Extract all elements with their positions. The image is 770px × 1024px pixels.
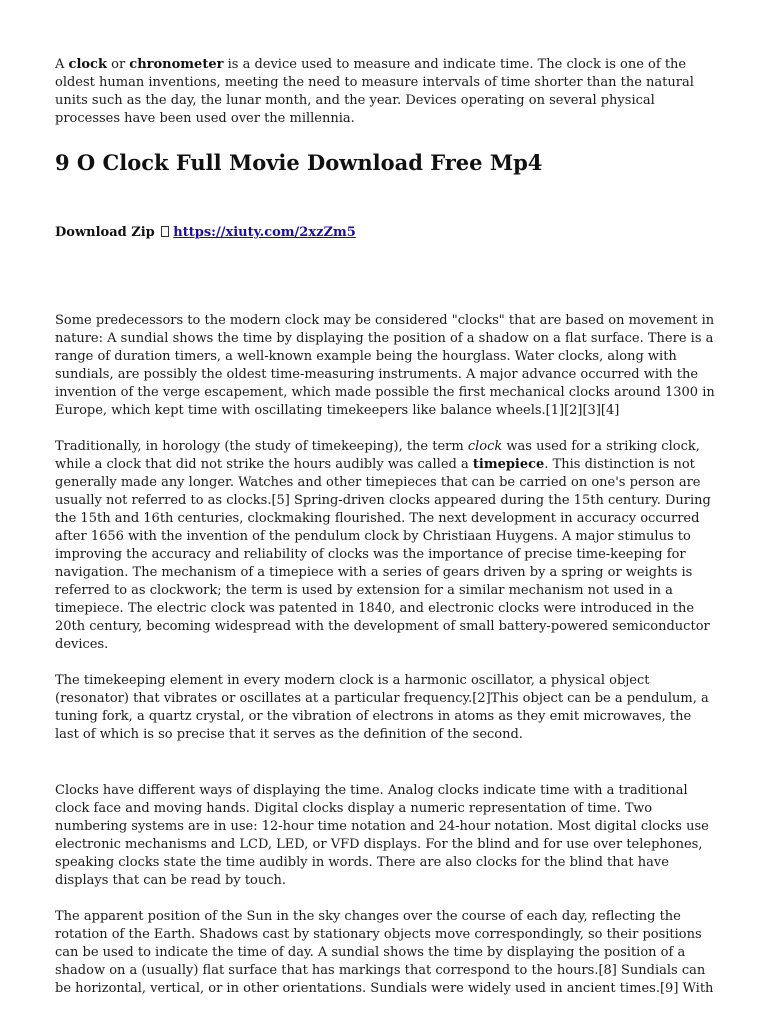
page-title: 9 O Clock Full Movie Download Free Mp4 <box>55 150 543 175</box>
download-label: Download Zip <box>55 225 155 240</box>
p2-text-c: . This distinction is not generally made any longer. Watches and other timepieces that can be carried on one's person are usually not referred to as clocks.[5] Spring-driven clocks appeared during the 15th century. During the 15th and 16th centuries, clockmaking flourished. The next development in accuracy occurred after 1656 with the invention of the pendulum clock by Christiaan Huygens. A major stimulus to improving the accuracy and reliability of clocks was the importance of precise time-keeping for navigation. The mechanism of a timepiece with a series of gears driven by a spring or weights is referred to as clockwork; the term is used by extension for a similar mechanism not used in a timepiece. The electric clock was patented in 1840, and electronic clocks were introduced in the 20th century, becoming widespread with the development of small battery-powered semiconductor devices. <box>55 457 711 652</box>
missing-glyph-icon <box>161 226 169 237</box>
body-paragraph-3: The timekeeping element in every modern clock is a harmonic oscillator, a physical object (resonator) that vibrates or oscillates at a particular frequency.[2]This object can be a pendulum, a tuning fork, a quartz crystal, or the vibration of electrons in atoms as they emit microwaves, the last of which is so precise that it serves as the definition of the second. <box>55 673 709 742</box>
download-link[interactable]: https://xiuty.com/2xzZm5 <box>173 225 356 240</box>
body-paragraph-1: Some predecessors to the modern clock may be considered "clocks" that are based on movement in nature: A sundial shows the time by displaying the position of a shadow on a flat surface. There is a range of duration timers, a well-known example being the hourglass. Water clocks, along with sundials, are possibly the oldest time-measuring instruments. A major advance occurred with the invention of the verge escapement, which made possible the first mechanical clocks around 1300 in Europe, which kept time with oscillating timekeepers like balance wheels.[1][2][3][4] <box>55 313 715 418</box>
body-paragraph-4: Clocks have different ways of displaying the time. Analog clocks indicate time with a traditional clock face and moving hands. Digital clocks display a numeric representation of time. Two numbering systems are in use: 12-hour time notation and 24-hour notation. Most digital clocks use electronic mechanisms and LCD, LED, or VFD displays. For the blind and for use over telephones, speaking clocks state the time audibly in words. There are also clocks for the blind that have displays that can be read by touch. <box>55 783 709 888</box>
p2-text-b: was used for a striking clock, while a clock that did not strike the hours audibly was called a <box>55 439 700 472</box>
intro-term-chronometer: chronometer <box>129 57 224 72</box>
intro-term-clock: clock <box>68 57 107 72</box>
document-page <box>55 56 715 998</box>
p2-term-clock: clock <box>467 439 503 454</box>
download-line <box>55 224 715 242</box>
p2-term-timepiece: timepiece <box>472 457 545 472</box>
p2-text-a: Traditionally, in horology (the study of timekeeping), the term <box>55 439 468 454</box>
intro-text-3: is a device used to measure and indicate time. The clock is one of the oldest human inventions, meeting the need to measure intervals of time shorter than the natural units such as the day, the lunar month, and the year. Devices operating on several physical processes have been used over the millennia. <box>55 57 694 126</box>
body-paragraph-5: The apparent position of the Sun in the sky changes over the course of each day, reflecting the rotation of the Earth. Shadows cast by stationary objects move correspondingly, so their positions can be used to indicate the time of day. A sundial shows the time by displaying the position of a shadow on a (usually) flat surface that has markings that correspond to the hours.[8] Sundials can be horizontal, vertical, or in other orientations. Sundials were widely used in ancient times.[9] With <box>55 909 714 996</box>
body-paragraph-2 <box>55 438 715 654</box>
intro-paragraph <box>55 56 715 128</box>
intro-text-2: or <box>106 57 130 72</box>
intro-text-1: A <box>55 57 69 72</box>
